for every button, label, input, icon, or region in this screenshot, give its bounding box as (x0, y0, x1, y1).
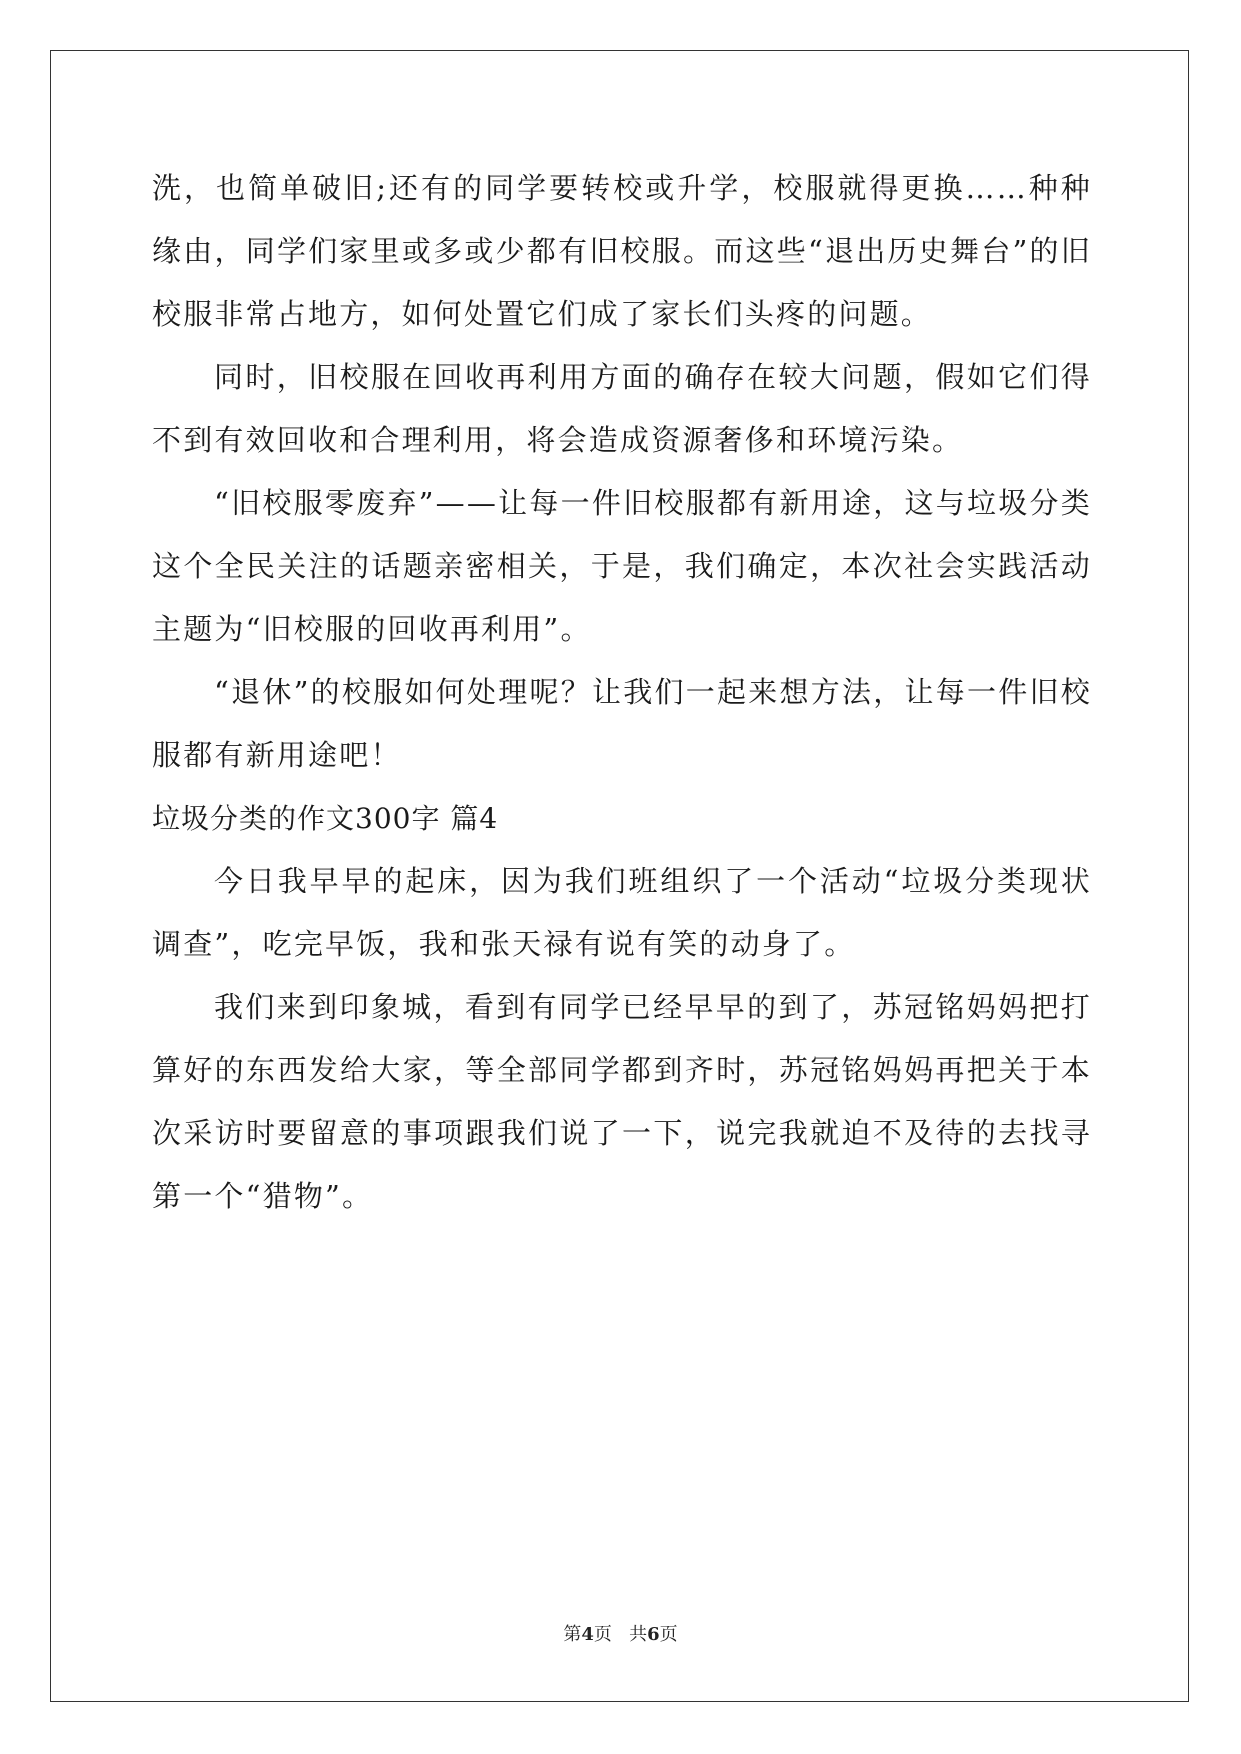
paragraph: “退休”的校服如何处理呢？让我们一起来想方法，让每一件旧校服都有新用途吧！ (152, 675, 1092, 772)
section-heading: 垃圾分类的作文300字 篇4 (152, 802, 499, 835)
paragraph: 我们来到印象城，看到有同学已经早早的到了，苏冠铭妈妈把打算好的东西发给大家，等全部同学都到齐时，苏冠铭妈妈再把关于本次采访时要留意的事项跟我们说了一下，说完我就迫不及待的去找寻第一个“猎物”。 (152, 990, 1092, 1213)
document-body (152, 157, 1092, 1228)
page-suffix: 页 (593, 1624, 612, 1645)
paragraph: 洗，也简单破旧;还有的同学要转校或升学，校服就得更换……种种缘由，同学们家里或多或少都有旧校服。而这些“退出历史舞台”的旧校服非常占地方，如何处置它们成了家长们头疼的问题。 (152, 171, 1092, 331)
paragraph: “旧校服零废弃”——让每一件旧校服都有新用途，这与垃圾分类这个全民关注的话题亲密相关，于是，我们确定，本次社会实践活动主题为“旧校服的回收再利用”。 (152, 486, 1092, 646)
page-number: 4 (581, 1624, 594, 1645)
total-prefix: 共 (629, 1624, 648, 1645)
total-pages: 6 (647, 1624, 660, 1645)
page-footer (0, 1620, 1241, 1646)
paragraph: 同时，旧校服在回收再利用方面的确存在较大问题，假如它们得不到有效回收和合理利用，将会造成资源奢侈和环境污染。 (152, 360, 1092, 457)
page-prefix: 第 (563, 1624, 582, 1645)
paragraph: 今日我早早的起床，因为我们班组织了一个活动“垃圾分类现状调查”，吃完早饭，我和张天禄有说有笑的动身了。 (152, 864, 1092, 961)
total-suffix: 页 (659, 1624, 678, 1645)
